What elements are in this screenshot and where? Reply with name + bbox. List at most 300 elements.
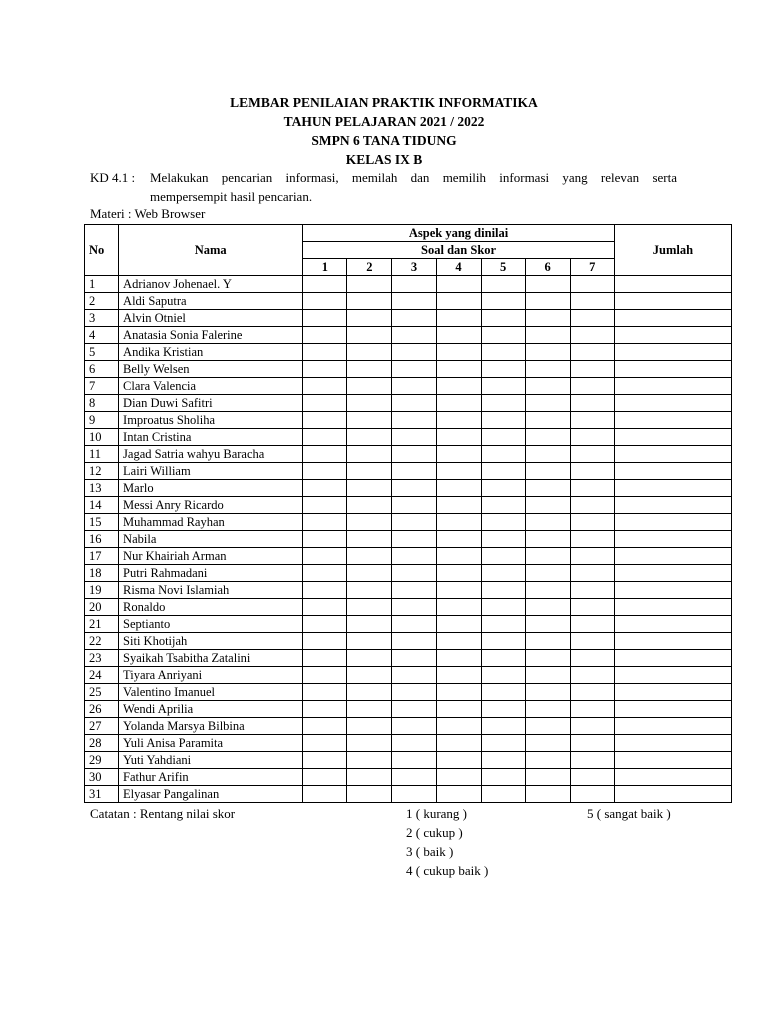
- score-cell[interactable]: [392, 599, 436, 616]
- score-cell[interactable]: [436, 480, 481, 497]
- score-cell[interactable]: [570, 429, 614, 446]
- score-cell[interactable]: [303, 293, 347, 310]
- score-cell[interactable]: [392, 701, 436, 718]
- jumlah-cell[interactable]: [614, 701, 731, 718]
- student-name: Adrianov Johenael. Y: [119, 276, 303, 293]
- score-cell[interactable]: [347, 327, 392, 344]
- score-cell[interactable]: [347, 752, 392, 769]
- kd-text-line1: Melakukan pencarian informasi, memilah dan memilih informasi yang relevan serta: [150, 170, 677, 185]
- score-cell[interactable]: [347, 514, 392, 531]
- notes-scale-item: 2 ( cukup ): [406, 825, 463, 840]
- score-cell[interactable]: [392, 531, 436, 548]
- score-cell[interactable]: [436, 412, 481, 429]
- score-cell[interactable]: [525, 650, 570, 667]
- jumlah-cell[interactable]: [614, 650, 731, 667]
- row-number: 25: [85, 684, 119, 701]
- score-cell[interactable]: [570, 446, 614, 463]
- score-cell[interactable]: [347, 701, 392, 718]
- score-cell[interactable]: [392, 514, 436, 531]
- score-cell[interactable]: [392, 616, 436, 633]
- score-cell[interactable]: [436, 548, 481, 565]
- header-school: SMPN 6 TANA TIDUNG: [311, 133, 457, 148]
- score-cell[interactable]: [392, 548, 436, 565]
- score-cell[interactable]: [303, 633, 347, 650]
- score-cell[interactable]: [525, 548, 570, 565]
- row-number: 16: [85, 531, 119, 548]
- score-cell[interactable]: [525, 752, 570, 769]
- score-cell[interactable]: [303, 446, 347, 463]
- score-cell[interactable]: [436, 497, 481, 514]
- student-name: Septianto: [119, 616, 303, 633]
- table-row: [85, 463, 732, 480]
- score-cell[interactable]: [392, 463, 436, 480]
- score-cell[interactable]: [481, 786, 525, 803]
- score-cell[interactable]: [570, 395, 614, 412]
- row-number: 20: [85, 599, 119, 616]
- student-name: Siti Khotijah: [119, 633, 303, 650]
- score-cell[interactable]: [525, 735, 570, 752]
- score-cell[interactable]: [570, 769, 614, 786]
- score-cell[interactable]: [481, 650, 525, 667]
- score-cell[interactable]: [570, 293, 614, 310]
- score-cell[interactable]: [303, 531, 347, 548]
- score-cell[interactable]: [436, 786, 481, 803]
- notes-scale-item: 4 ( cukup baik ): [406, 863, 489, 878]
- score-cell[interactable]: [436, 344, 481, 361]
- score-table: [84, 224, 732, 803]
- score-cell[interactable]: [525, 361, 570, 378]
- score-cell[interactable]: [303, 429, 347, 446]
- score-cell[interactable]: [347, 361, 392, 378]
- score-cell[interactable]: [347, 667, 392, 684]
- row-number: 7: [85, 378, 119, 395]
- score-cell[interactable]: [436, 463, 481, 480]
- score-cell[interactable]: [392, 752, 436, 769]
- score-cell[interactable]: [436, 718, 481, 735]
- student-name: Anatasia Sonia Falerine: [119, 327, 303, 344]
- score-cell[interactable]: [303, 769, 347, 786]
- score-cell[interactable]: [347, 684, 392, 701]
- score-cell[interactable]: [392, 497, 436, 514]
- score-cell[interactable]: [481, 565, 525, 582]
- score-cell[interactable]: [436, 701, 481, 718]
- score-cell[interactable]: [481, 752, 525, 769]
- score-cell[interactable]: [347, 480, 392, 497]
- score-cell[interactable]: [303, 667, 347, 684]
- score-cell[interactable]: [436, 599, 481, 616]
- score-cell[interactable]: [570, 514, 614, 531]
- score-cell[interactable]: [392, 633, 436, 650]
- table-row: [85, 378, 732, 395]
- table-row: [85, 701, 732, 718]
- score-cell[interactable]: [303, 395, 347, 412]
- score-cell[interactable]: [525, 667, 570, 684]
- score-cell[interactable]: [303, 599, 347, 616]
- score-cell[interactable]: [481, 276, 525, 293]
- score-cell[interactable]: [481, 327, 525, 344]
- score-cell[interactable]: [392, 293, 436, 310]
- jumlah-cell[interactable]: [614, 310, 731, 327]
- score-cell[interactable]: [570, 327, 614, 344]
- score-cell[interactable]: [303, 582, 347, 599]
- score-cell[interactable]: [525, 531, 570, 548]
- jumlah-cell[interactable]: [614, 684, 731, 701]
- score-cell[interactable]: [525, 463, 570, 480]
- score-cell[interactable]: [481, 599, 525, 616]
- row-number: 13: [85, 480, 119, 497]
- jumlah-cell[interactable]: [614, 327, 731, 344]
- score-cell[interactable]: [481, 463, 525, 480]
- score-cell[interactable]: [570, 361, 614, 378]
- header-class: KELAS IX B: [345, 152, 423, 167]
- score-cell[interactable]: [481, 514, 525, 531]
- score-cell[interactable]: [525, 378, 570, 395]
- jumlah-cell[interactable]: [614, 446, 731, 463]
- score-cell[interactable]: [570, 752, 614, 769]
- score-cell[interactable]: [392, 429, 436, 446]
- jumlah-cell[interactable]: [614, 582, 731, 599]
- score-cell[interactable]: [481, 378, 525, 395]
- score-cell[interactable]: [303, 497, 347, 514]
- jumlah-cell[interactable]: [614, 667, 731, 684]
- row-number: 8: [85, 395, 119, 412]
- student-name: Belly Welsen: [119, 361, 303, 378]
- table-row: [85, 514, 732, 531]
- score-cell[interactable]: [525, 514, 570, 531]
- score-cell[interactable]: [481, 497, 525, 514]
- table-row: [85, 395, 732, 412]
- score-cell[interactable]: [392, 310, 436, 327]
- jumlah-cell[interactable]: [614, 378, 731, 395]
- score-cell[interactable]: [481, 412, 525, 429]
- score-cell[interactable]: [347, 310, 392, 327]
- student-name: Yuli Anisa Paramita: [119, 735, 303, 752]
- score-cell[interactable]: [436, 446, 481, 463]
- table-row: [85, 548, 732, 565]
- student-name: Dian Duwi Safitri: [119, 395, 303, 412]
- score-cell[interactable]: [525, 582, 570, 599]
- score-cell[interactable]: [347, 378, 392, 395]
- score-cell[interactable]: [392, 378, 436, 395]
- score-cell[interactable]: [481, 633, 525, 650]
- score-cell[interactable]: [570, 667, 614, 684]
- score-cell[interactable]: [481, 582, 525, 599]
- jumlah-cell[interactable]: [614, 463, 731, 480]
- score-cell[interactable]: [525, 769, 570, 786]
- score-cell[interactable]: [392, 361, 436, 378]
- score-cell[interactable]: [392, 565, 436, 582]
- score-cell[interactable]: [525, 276, 570, 293]
- score-cell[interactable]: [347, 650, 392, 667]
- score-cell[interactable]: [303, 735, 347, 752]
- table-row: [85, 650, 732, 667]
- score-cell[interactable]: [570, 582, 614, 599]
- score-cell[interactable]: [347, 531, 392, 548]
- score-cell[interactable]: [392, 684, 436, 701]
- score-cell[interactable]: [303, 310, 347, 327]
- score-cell[interactable]: [570, 735, 614, 752]
- score-cell[interactable]: [570, 412, 614, 429]
- jumlah-cell[interactable]: [614, 718, 731, 735]
- student-name: Elyasar Pangalinan: [119, 786, 303, 803]
- score-cell[interactable]: [525, 701, 570, 718]
- student-name: Andika Kristian: [119, 344, 303, 361]
- student-name: Lairi William: [119, 463, 303, 480]
- row-number: 30: [85, 769, 119, 786]
- score-cell[interactable]: [392, 650, 436, 667]
- score-cell[interactable]: [436, 769, 481, 786]
- score-cell[interactable]: [436, 276, 481, 293]
- score-cell[interactable]: [303, 718, 347, 735]
- score-cell[interactable]: [570, 378, 614, 395]
- score-cell[interactable]: [525, 616, 570, 633]
- score-cell[interactable]: [525, 395, 570, 412]
- score-cell[interactable]: [347, 412, 392, 429]
- score-cell[interactable]: [347, 616, 392, 633]
- score-cell[interactable]: [481, 361, 525, 378]
- score-cell[interactable]: [436, 667, 481, 684]
- score-cell[interactable]: [392, 412, 436, 429]
- score-cell[interactable]: [570, 684, 614, 701]
- score-cell[interactable]: [436, 735, 481, 752]
- score-cell[interactable]: [303, 361, 347, 378]
- score-cell[interactable]: [481, 344, 525, 361]
- jumlah-cell[interactable]: [614, 769, 731, 786]
- score-cell[interactable]: [303, 701, 347, 718]
- jumlah-cell[interactable]: [614, 531, 731, 548]
- score-cell[interactable]: [525, 446, 570, 463]
- jumlah-cell[interactable]: [614, 395, 731, 412]
- row-number: 21: [85, 616, 119, 633]
- score-cell[interactable]: [347, 718, 392, 735]
- score-cell[interactable]: [347, 735, 392, 752]
- score-cell[interactable]: [481, 735, 525, 752]
- score-cell[interactable]: [392, 718, 436, 735]
- score-cell[interactable]: [436, 582, 481, 599]
- score-cell[interactable]: [303, 514, 347, 531]
- table-row: [85, 684, 732, 701]
- score-cell[interactable]: [347, 344, 392, 361]
- score-cell[interactable]: [436, 327, 481, 344]
- student-name: Clara Valencia: [119, 378, 303, 395]
- jumlah-cell[interactable]: [614, 735, 731, 752]
- score-cell[interactable]: [347, 599, 392, 616]
- score-cell[interactable]: [525, 327, 570, 344]
- score-cell[interactable]: [481, 684, 525, 701]
- score-cell[interactable]: [303, 344, 347, 361]
- score-cell[interactable]: [525, 684, 570, 701]
- score-cell[interactable]: [481, 769, 525, 786]
- score-cell[interactable]: [303, 327, 347, 344]
- score-cell[interactable]: [436, 752, 481, 769]
- score-cell[interactable]: [347, 463, 392, 480]
- score-cell[interactable]: [525, 599, 570, 616]
- score-cell[interactable]: [392, 667, 436, 684]
- table-row: [85, 497, 732, 514]
- score-cell[interactable]: [570, 786, 614, 803]
- score-cell[interactable]: [570, 531, 614, 548]
- score-cell[interactable]: [347, 786, 392, 803]
- score-cell[interactable]: [347, 565, 392, 582]
- table-row: [85, 633, 732, 650]
- score-cell[interactable]: [525, 633, 570, 650]
- score-cell[interactable]: [303, 548, 347, 565]
- score-cell[interactable]: [436, 429, 481, 446]
- score-cell[interactable]: [436, 310, 481, 327]
- row-number: 26: [85, 701, 119, 718]
- jumlah-cell[interactable]: [614, 361, 731, 378]
- row-number: 27: [85, 718, 119, 735]
- score-cell[interactable]: [481, 718, 525, 735]
- jumlah-cell[interactable]: [614, 344, 731, 361]
- score-cell[interactable]: [436, 565, 481, 582]
- score-cell[interactable]: [481, 616, 525, 633]
- score-cell[interactable]: [436, 633, 481, 650]
- jumlah-cell[interactable]: [614, 752, 731, 769]
- jumlah-cell[interactable]: [614, 616, 731, 633]
- score-cell[interactable]: [570, 548, 614, 565]
- score-cell[interactable]: [570, 463, 614, 480]
- score-cell[interactable]: [525, 718, 570, 735]
- score-cell[interactable]: [303, 650, 347, 667]
- score-cell[interactable]: [303, 463, 347, 480]
- score-cell[interactable]: [570, 633, 614, 650]
- score-cell[interactable]: [481, 480, 525, 497]
- score-cell[interactable]: [481, 446, 525, 463]
- score-cell[interactable]: [436, 684, 481, 701]
- score-cell[interactable]: [525, 429, 570, 446]
- score-cell[interactable]: [392, 480, 436, 497]
- score-cell[interactable]: [303, 412, 347, 429]
- jumlah-cell[interactable]: [614, 548, 731, 565]
- jumlah-cell[interactable]: [614, 514, 731, 531]
- score-cell[interactable]: [436, 395, 481, 412]
- score-cell[interactable]: [392, 276, 436, 293]
- score-cell[interactable]: [525, 786, 570, 803]
- score-cell[interactable]: [570, 344, 614, 361]
- score-cell[interactable]: [436, 616, 481, 633]
- student-name: Messi Anry Ricardo: [119, 497, 303, 514]
- score-cell[interactable]: [347, 497, 392, 514]
- score-cell[interactable]: [303, 565, 347, 582]
- score-cell[interactable]: [392, 735, 436, 752]
- score-cell[interactable]: [481, 429, 525, 446]
- header-nama: Nama: [119, 225, 303, 276]
- score-cell[interactable]: [347, 446, 392, 463]
- score-cell[interactable]: [347, 293, 392, 310]
- notes-scale-item: 3 ( baik ): [406, 844, 454, 859]
- score-cell[interactable]: [436, 531, 481, 548]
- table-row: [85, 412, 732, 429]
- score-cell[interactable]: [303, 752, 347, 769]
- score-cell[interactable]: [570, 616, 614, 633]
- score-cell[interactable]: [303, 786, 347, 803]
- jumlah-cell[interactable]: [614, 412, 731, 429]
- notes-scale-item: 1 ( kurang ): [406, 806, 468, 821]
- score-cell[interactable]: [436, 650, 481, 667]
- score-cell[interactable]: [436, 378, 481, 395]
- jumlah-cell[interactable]: [614, 293, 731, 310]
- row-number: 9: [85, 412, 119, 429]
- jumlah-cell[interactable]: [614, 786, 731, 803]
- score-cell[interactable]: [481, 310, 525, 327]
- kd-section: [90, 168, 677, 206]
- score-cell[interactable]: [570, 480, 614, 497]
- score-cell[interactable]: [392, 395, 436, 412]
- score-cell[interactable]: [392, 769, 436, 786]
- student-name: Yolanda Marsya Bilbina: [119, 718, 303, 735]
- jumlah-cell[interactable]: [614, 497, 731, 514]
- score-cell[interactable]: [347, 429, 392, 446]
- score-cell[interactable]: [347, 582, 392, 599]
- score-cell[interactable]: [570, 310, 614, 327]
- score-cell[interactable]: [525, 310, 570, 327]
- score-cell[interactable]: [481, 667, 525, 684]
- score-cell[interactable]: [392, 446, 436, 463]
- table-row: [85, 616, 732, 633]
- soal-number-cell: 5: [481, 259, 525, 276]
- score-cell[interactable]: [570, 701, 614, 718]
- jumlah-cell[interactable]: [614, 599, 731, 616]
- score-cell[interactable]: [481, 548, 525, 565]
- jumlah-cell[interactable]: [614, 633, 731, 650]
- score-cell[interactable]: [481, 701, 525, 718]
- row-number: 24: [85, 667, 119, 684]
- score-cell[interactable]: [525, 480, 570, 497]
- student-name: Valentino Imanuel: [119, 684, 303, 701]
- jumlah-cell[interactable]: [614, 276, 731, 293]
- score-cell[interactable]: [570, 565, 614, 582]
- score-cell[interactable]: [392, 327, 436, 344]
- score-cell[interactable]: [303, 378, 347, 395]
- jumlah-cell[interactable]: [614, 429, 731, 446]
- score-cell[interactable]: [525, 412, 570, 429]
- score-cell[interactable]: [525, 565, 570, 582]
- score-cell[interactable]: [347, 769, 392, 786]
- student-name: Improatus Sholiha: [119, 412, 303, 429]
- score-cell[interactable]: [570, 497, 614, 514]
- score-cell[interactable]: [481, 395, 525, 412]
- score-cell[interactable]: [347, 548, 392, 565]
- row-number: 19: [85, 582, 119, 599]
- score-cell[interactable]: [392, 582, 436, 599]
- score-cell[interactable]: [392, 786, 436, 803]
- score-cell[interactable]: [481, 293, 525, 310]
- jumlah-cell[interactable]: [614, 480, 731, 497]
- score-cell[interactable]: [436, 514, 481, 531]
- score-cell[interactable]: [525, 293, 570, 310]
- score-cell[interactable]: [436, 361, 481, 378]
- score-cell[interactable]: [525, 497, 570, 514]
- jumlah-cell[interactable]: [614, 565, 731, 582]
- score-cell[interactable]: [570, 718, 614, 735]
- score-cell[interactable]: [570, 276, 614, 293]
- row-number: 28: [85, 735, 119, 752]
- score-cell[interactable]: [347, 395, 392, 412]
- score-cell[interactable]: [392, 344, 436, 361]
- score-cell[interactable]: [481, 531, 525, 548]
- score-cell[interactable]: [347, 633, 392, 650]
- score-cell[interactable]: [303, 276, 347, 293]
- score-cell[interactable]: [525, 344, 570, 361]
- score-cell[interactable]: [347, 276, 392, 293]
- score-cell[interactable]: [303, 684, 347, 701]
- score-cell[interactable]: [570, 599, 614, 616]
- score-cell[interactable]: [303, 480, 347, 497]
- score-cell[interactable]: [303, 616, 347, 633]
- score-cell[interactable]: [436, 293, 481, 310]
- score-cell[interactable]: [570, 650, 614, 667]
